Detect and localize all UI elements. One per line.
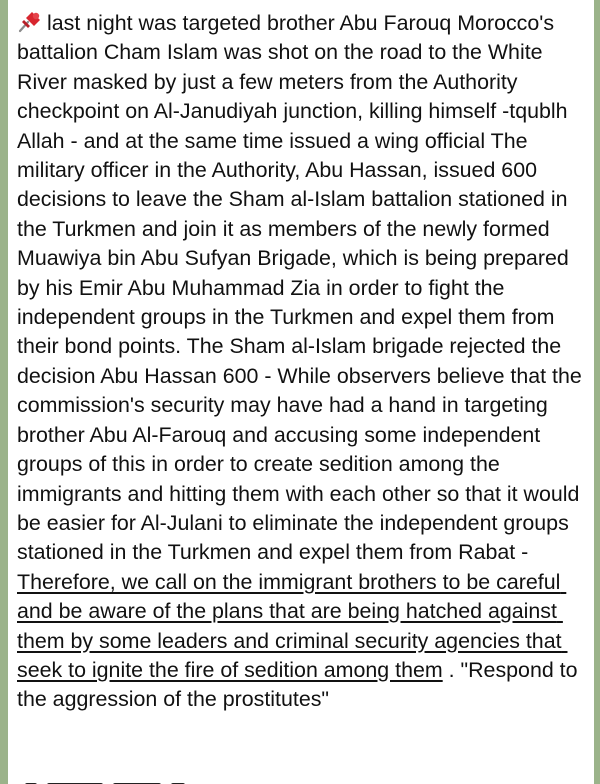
pushpin-icon xyxy=(17,9,43,33)
call-to-action-link[interactable]: Therefore, we call on the immigrant brothers to be careful and be aware of the plans that are being hatched against them by some leaders and criminal security agencies that seek to ignite the fire of sedition among them xyxy=(17,569,568,682)
next-line-partial xyxy=(25,774,225,784)
message-closing: . "Respond to the aggression of the prostitutes" xyxy=(17,657,584,712)
chat-background-left xyxy=(0,0,8,784)
chat-background-right xyxy=(594,0,600,784)
message-text xyxy=(17,9,589,715)
message-body: last night was targeted brother Abu Farouq Morocco's battalion Cham Islam was shot on the road to the White River masked by just a few meters from the Authority checkpoint on Al-Janudiyah junction, killing himself -tqublh Allah - and at the same time issued a wing official The military officer in the Authority, Abu Hassan, issued 600 decisions to leave the Sham al-Islam battalion stationed in the Turkmen and join it as members of the newly formed Muawiya bin Abu Sufyan Brigade, which is being prepared by his Emir Abu Muhammad Zia in order to fight the independent groups in the Turkmen and expel them from their bond points. The Sham al-Islam brigade rejected the decision Abu Hassan 600 - While observers believe that the commission's security may have had a hand in targeting brother Abu Al-Farouq and accusing some independent groups of this in order to create sedition among the immigrants and hitting them with each other so that it would be easier for Al-Julani to eliminate the independent groups stationed in the Turkmen and expel them from Rabat - xyxy=(17,11,588,565)
message-bubble xyxy=(8,0,594,784)
